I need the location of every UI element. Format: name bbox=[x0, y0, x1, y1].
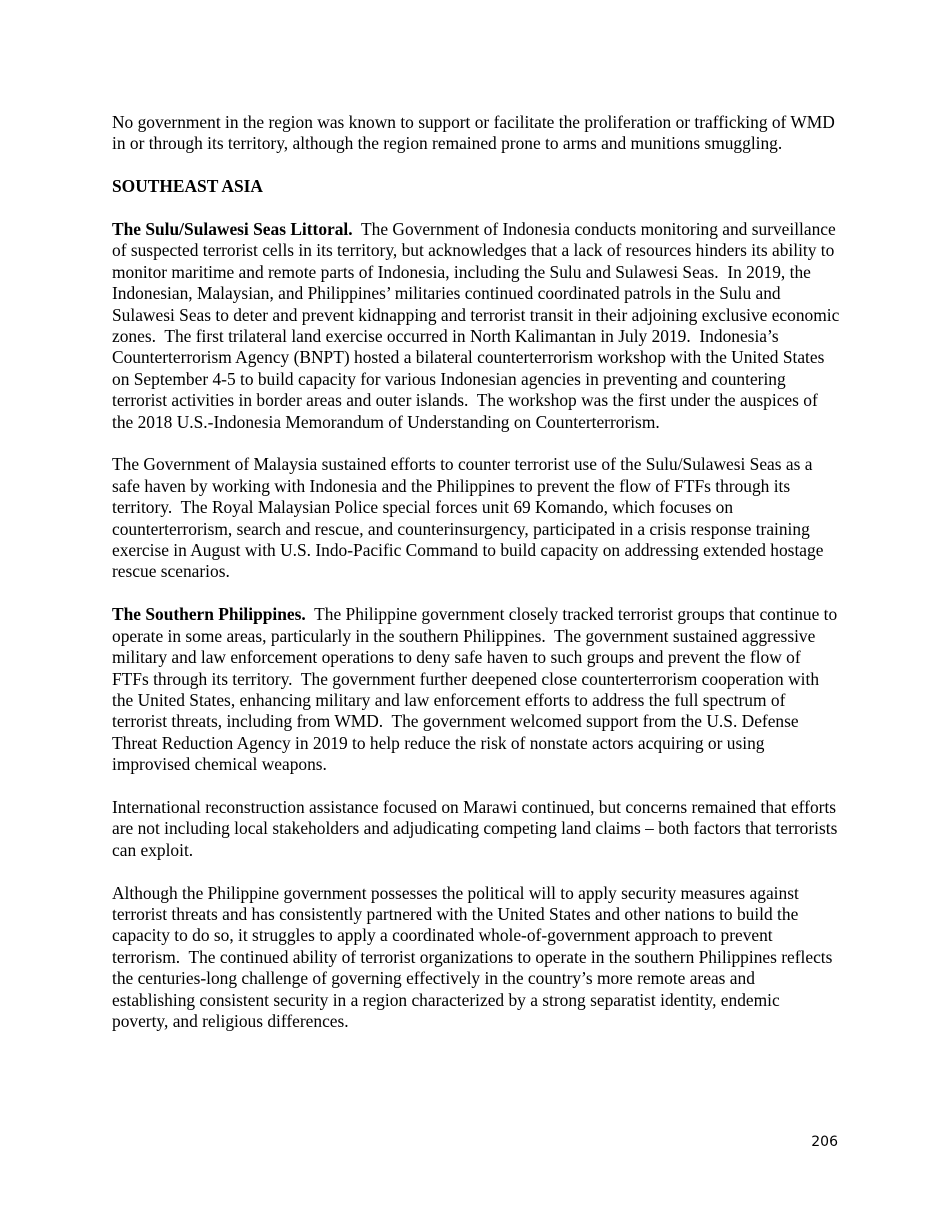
sulu-lead: The Sulu/Sulawesi Seas Littoral. bbox=[112, 219, 353, 239]
philippines-text: The Philippine government closely tracked terrorist groups that continue to operate in some areas, particularly in the southern Philippines. The government sustained aggressive military and law enforcement operations to deny safe haven to such groups and prevent the flow of FTFs through its territory. The government further deepened close counterterrorism cooperation with the United States, enhancing military and law enforcement efforts to address the full spectrum of terrorist threats, including from WMD. The government welcomed support from the U.S. Defense Threat Reduction Agency in 2019 to help reduce the risk of nonstate actors acquiring or using improvised chemical weapons. bbox=[112, 604, 838, 775]
malaysia-paragraph: The Government of Malaysia sustained efforts to counter terrorist use of the Sulu/Sulawesi Seas as a safe haven by working with Indonesia and the Philippines to prevent the flow of FTFs through its territory. The Royal Malaysian Police special forces unit 69 Komando, which focuses on counterterrorism, search and rescue, and counterinsurgency, participated in a crisis response training exercise in August with U.S. Indo-Pacific Command to build capacity on addressing extended hostage rescue scenarios. bbox=[112, 454, 824, 582]
sulu-text: The Government of Indonesia conducts monitoring and surveillance of suspected terrorist cells in its territory, but acknowledges that a lack of resources hinders its ability to monitor maritime and remote parts of Indonesia, including the Sulu and Sulawesi Seas. In 2019, the Indonesian, Malaysian, and Philippines’ militaries continued coordinated patrols in the Sulu and Sulawesi Seas to deter and prevent kidnapping and terrorist transit in their adjoining exclusive economic zones. The first trilateral land exercise occurred in North Kalimantan in July 2019. Indonesia’s Counterterrorism Agency (BNPT) hosted a bilateral counterterrorism workshop with the United States on September 4-5 to build capacity for various Indonesian agencies in preventing and countering terrorist activities in border areas and outer islands. The workshop was the first under the auspices of the 2018 U.S.-Indonesia Memorandum of Understanding on Counterterrorism. bbox=[112, 219, 840, 432]
intro-paragraph: No government in the region was known to support or facilitate the proliferation or trafficking of WMD in or through its territory, although the region remained prone to arms and munitions smuggling. bbox=[112, 112, 835, 154]
philippines-paragraph bbox=[112, 604, 840, 775]
sulu-paragraph bbox=[112, 219, 840, 433]
marawi-paragraph: International reconstruction assistance focused on Marawi continued, but concerns remained that efforts are not including local stakeholders and adjudicating competing land claims – both factors that terrorists can exploit. bbox=[112, 796, 838, 860]
document-body bbox=[112, 112, 840, 1054]
closing-paragraph: Although the Philippine government possesses the political will to apply security measures against terrorist threats and has consistently partnered with the United States and other nations to build the capacity to do so, it struggles to apply a coordinated whole-of-government approach to prevent terrorism. The continued ability of terrorist organizations to operate in the southern Philippines reflects the centuries-long challenge of governing effectively in the country’s more remote areas and establishing consistent security in a region characterized by a strong separatist identity, endemic poverty, and religious differences. bbox=[112, 882, 833, 1031]
philippines-lead: The Southern Philippines. bbox=[112, 604, 306, 625]
section-heading: SOUTHEAST ASIA bbox=[112, 176, 263, 197]
page-number: 206 bbox=[811, 1134, 838, 1150]
